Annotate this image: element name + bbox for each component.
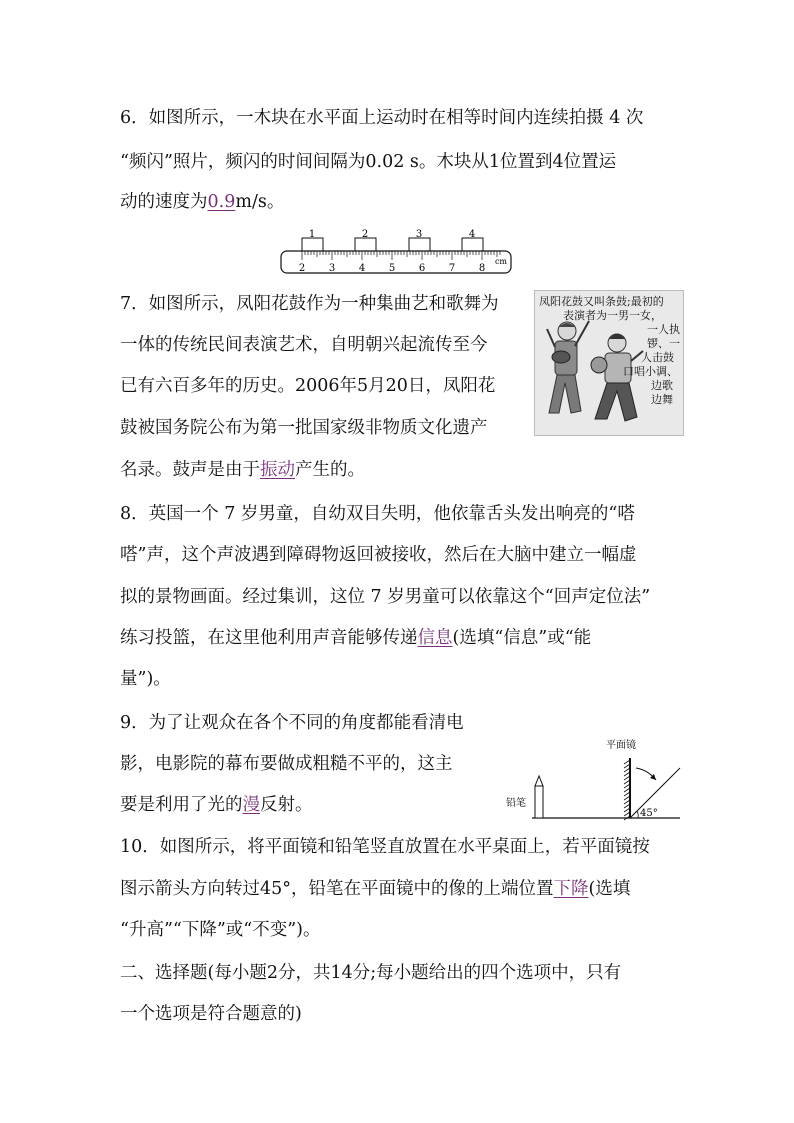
q7-text-end: 产生的。 xyxy=(295,460,365,480)
q8-text-end: (选填“信息”或“能 xyxy=(452,628,592,648)
q8-line-2: 嗒”声，这个声波遇到障碍物返回被接收，然后在大脑中建立一幅虚 xyxy=(120,545,637,565)
q6-text: 动的速度为 xyxy=(120,192,208,212)
q7-line-2: 一体的传统民间表演艺术，自明朝兴起流传至今 xyxy=(120,335,488,355)
mirror-label: 平面镜 xyxy=(606,740,636,751)
plane-mirror xyxy=(624,758,630,820)
flower-drum-figure xyxy=(534,290,684,436)
q7-line-5 xyxy=(120,458,365,482)
q9-line-1: 9．为了让观众在各个不同的角度都能看清电 xyxy=(120,713,464,733)
pencil-label: 铅笔 xyxy=(506,798,526,809)
block-4 xyxy=(462,229,483,251)
tick-label-7: 7 xyxy=(448,263,456,274)
q7-answer: 振动 xyxy=(260,460,295,480)
section-2-line-2: 一个选项是符合题意的) xyxy=(120,1004,302,1024)
tick-label-4: 4 xyxy=(358,263,366,274)
q6-answer: 0.9 xyxy=(207,192,236,212)
rotation-arrow-icon xyxy=(636,768,656,780)
drum-caption-6: 口唱小调、 xyxy=(623,365,678,378)
svg-text:2: 2 xyxy=(361,229,369,240)
ruler-body xyxy=(281,251,511,273)
q8-line-1: 8．英国一个 7 岁男童，自幼双目失明，他依靠舌头发出响亮的“嗒 xyxy=(120,504,635,524)
q7-line-4: 鼓被国务院公布为第一批国家级非物质文化遗产 xyxy=(120,418,488,438)
q6-text-end: m/s。 xyxy=(235,192,285,212)
ruler-unit: cm xyxy=(494,257,508,266)
drum-caption-5: 人击鼓 xyxy=(641,351,674,364)
drum-caption-4: 锣、一 xyxy=(647,337,680,350)
drum-caption-8: 边舞 xyxy=(651,393,673,406)
svg-text:4: 4 xyxy=(468,229,476,240)
q9-line-3 xyxy=(120,793,313,817)
q7-text: 名录。鼓声是由于 xyxy=(120,460,260,480)
section-2-line-1: 二、选择题(每小题2分，共14分;每小题给出的四个选项中，只有 xyxy=(120,963,622,983)
q9-answer: 漫 xyxy=(242,795,260,815)
drum-caption-3: 一人执 xyxy=(647,323,680,336)
q7-line-3: 已有六百多年的历史。2006年5月20日，凤阳花 xyxy=(120,376,496,396)
q6-line-1: 6．如图所示，一木块在水平面上运动时在相等时间内连续拍摄 4 次 xyxy=(120,108,644,128)
q6-line-3 xyxy=(120,190,284,214)
mirror-pencil-figure xyxy=(502,736,682,830)
q9-line-2: 影，电影院的幕布要做成粗糙不平的，这主 xyxy=(120,754,453,774)
tick-label-6: 6 xyxy=(418,263,426,274)
block-2 xyxy=(355,229,376,251)
q8-line-4 xyxy=(120,626,591,650)
q6-line-2: “频闪”照片，频闪的时间间隔为0.02 s。木块从1位置到4位置运 xyxy=(120,152,617,172)
q9-text: 要是利用了光的 xyxy=(120,795,243,815)
pencil xyxy=(535,776,543,818)
drummer-illustration xyxy=(547,321,589,413)
tick-label-8: 8 xyxy=(478,263,486,274)
q7-line-1: 7．如图所示，凤阳花鼓作为一种集曲艺和歌舞为 xyxy=(120,294,499,314)
block-1 xyxy=(302,229,323,251)
q10-text: 图示箭头方向转过45°，铅笔在平面镜中的像的上端位置 xyxy=(120,879,554,899)
drum-caption-2: 表演者为一男一女， xyxy=(563,309,662,322)
block-3 xyxy=(409,229,430,251)
q10-line-3: “升高”“下降”或“不变”)。 xyxy=(120,920,321,940)
drum-caption-7: 边歌 xyxy=(651,379,673,392)
ruler-figure xyxy=(280,226,514,282)
q8-answer: 信息 xyxy=(417,628,453,648)
drum-caption-1: 凤阳花鼓又叫条鼓;最初的 xyxy=(539,295,664,308)
angle-label: 45° xyxy=(640,808,658,819)
tick-label-3: 3 xyxy=(328,263,336,274)
tick-label-2: 2 xyxy=(298,263,306,274)
q10-line-2 xyxy=(120,877,630,901)
q10-answer: 下降 xyxy=(553,879,589,899)
svg-text:1: 1 xyxy=(308,229,316,240)
q8-text: 练习投篮，在这里他利用声音能够传递 xyxy=(120,628,418,648)
q10-text-end: (选填 xyxy=(588,879,631,899)
svg-text:3: 3 xyxy=(415,229,423,240)
q8-line-5: 量”)。 xyxy=(120,669,171,689)
q9-text-end: 反射。 xyxy=(260,795,313,815)
q8-line-3: 拟的景物画面。经过集训，这位 7 岁男童可以依靠这个“回声定位法” xyxy=(120,587,651,607)
q10-line-1: 10．如图所示，将平面镜和铅笔竖直放置在水平桌面上，若平面镜按 xyxy=(120,837,650,857)
tick-label-5: 5 xyxy=(388,263,396,274)
